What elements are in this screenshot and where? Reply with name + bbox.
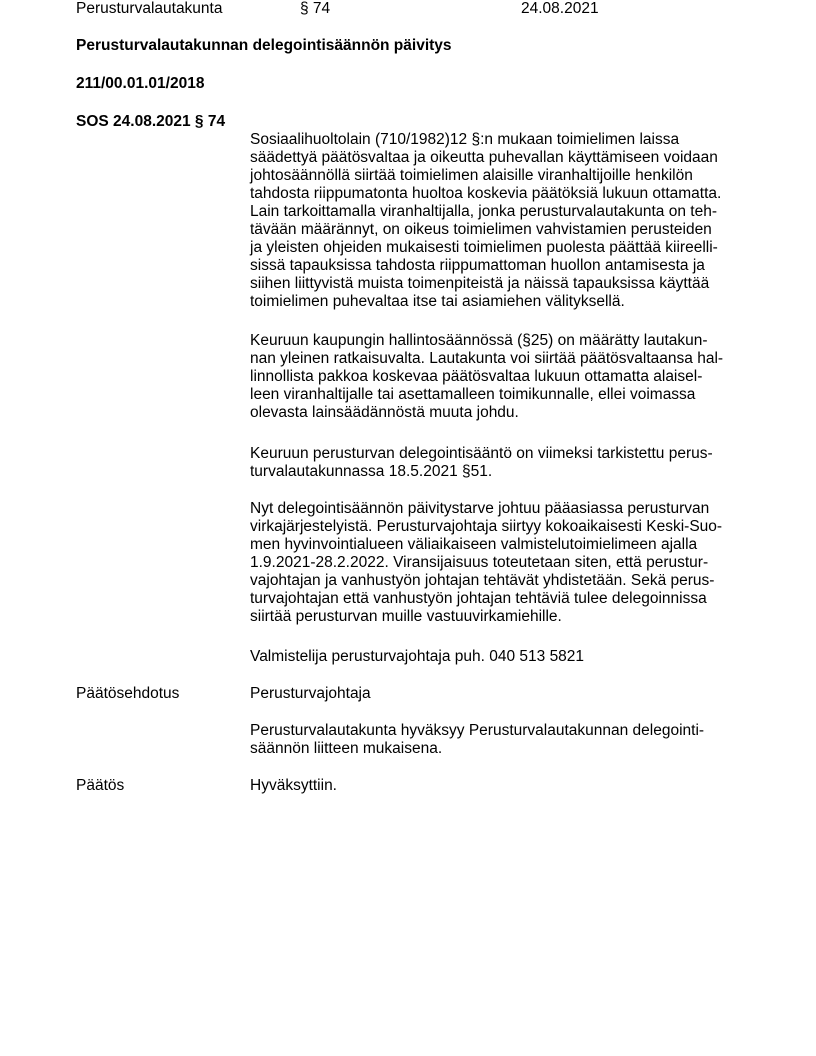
text-line: Nyt delegointisäännön päivitystarve johtuu pääasiassa perusturvan: [250, 500, 710, 517]
text-line: nan yleinen ratkaisuvalta. Lautakunta voi siirtää päätösvaltaansa hal-: [250, 350, 724, 367]
text-line: tahdosta riippumatonta huoltoa koskevia päätöksiä lukuun ottamatta.: [250, 185, 722, 202]
text-line: Lain tarkoittamalla viranhaltijalla, jonka perusturvalautakunta on teh-: [250, 203, 717, 220]
proposal-text: [250, 722, 750, 758]
text-line: tävään määrännyt, on oikeus toimielimen vahvistamien perusteiden: [250, 221, 712, 238]
text-line: leen viranhaltijalle tai asettamalleen toimikunnalle, ellei voimassa: [250, 386, 696, 403]
text-line: Valmistelija perusturvajohtaja puh. 040 513 5821: [250, 648, 585, 665]
paragraph-update-reason: [250, 500, 750, 626]
text-line: Perusturvalautakunta hyväksyy Perusturvalautakunnan delegointi-: [250, 722, 705, 739]
text-line: Sosiaalihuoltolain (710/1982)12 §:n mukaan toimielimen laissa: [250, 131, 680, 148]
paragraph-administrative-rules: [250, 332, 750, 422]
text-line: olevasta lainsäädännöstä muuta johdu.: [250, 404, 519, 421]
text-line: Keuruun kaupungin hallintosäännössä (§25) on määrätty lautakun-: [250, 332, 708, 349]
text-line: toimielimen puhevaltaa itse tai asiamiehen välityksellä.: [250, 293, 625, 310]
text-line: siirtää perusturvan muille vastuuvirkamiehille.: [250, 608, 562, 625]
text-line: vajohtajan ja vanhustyön johtajan tehtävät yhdistetään. Sekä perus-: [250, 572, 715, 589]
section-number: § 74: [300, 0, 331, 17]
paragraph-preparer: [250, 648, 750, 666]
text-line: johtosäännöllä siirtää toimielimen alaisille viranhaltijoille henkilön: [250, 167, 693, 184]
text-line: Keuruun perusturvan delegointisääntö on viimeksi tarkistettu perus-: [250, 445, 713, 462]
paragraph-previous-review: [250, 445, 750, 481]
text-line: turvalautakunnassa 18.5.2021 §51.: [250, 463, 493, 480]
committee-name: Perusturvalautakunta: [76, 0, 223, 17]
text-line: ja yleisten ohjeiden mukaisesti toimielimen puolesta päättää kiireelli-: [250, 239, 718, 256]
text-line: säännön liitteen mukaisena.: [250, 740, 443, 757]
text-line: siihen liittyvistä muista toimenpiteistä ja näissä tapauksissa käyttää: [250, 275, 710, 292]
text-line: virkajärjestelyistä. Perusturvajohtaja siirtyy kokoaikaisesti Keski-Suo-: [250, 518, 723, 535]
text-line: turvajohtajan että vanhustyön johtajan tehtäviä tulee delegoinnissa: [250, 590, 707, 607]
document-title: Perusturvalautakunnan delegointisäännön päivitys: [76, 37, 452, 54]
proposal-presenter: Perusturvajohtaja: [250, 685, 371, 702]
text-line: säädettyä päätösvaltaa ja oikeutta puhevallan käyttämiseen voidaan: [250, 149, 718, 166]
text-line: men hyvinvointialueen väliaikaiseen valmistelutoimielimeen ajalla: [250, 536, 698, 553]
record-number: 211/00.01.01/2018: [76, 75, 205, 92]
text-line: 1.9.2021-28.2.2022. Viransijaisuus toteutetaan siten, että perustur-: [250, 554, 709, 571]
decision-text: Hyväksyttiin.: [250, 777, 337, 794]
text-line: linnollista pakkoa koskevaa päätösvaltaa lukuun ottamatta alaisel-: [250, 368, 703, 385]
meeting-date: 24.08.2021: [521, 0, 599, 17]
decision-label: Päätös: [76, 777, 125, 794]
paragraph-legal-basis: [250, 131, 750, 311]
text-line: sissä tapauksissa tahdosta riippumattoman huollon antamisesta ja: [250, 257, 705, 274]
meeting-reference: SOS 24.08.2021 § 74: [76, 113, 226, 130]
proposal-label: Päätösehdotus: [76, 685, 180, 702]
